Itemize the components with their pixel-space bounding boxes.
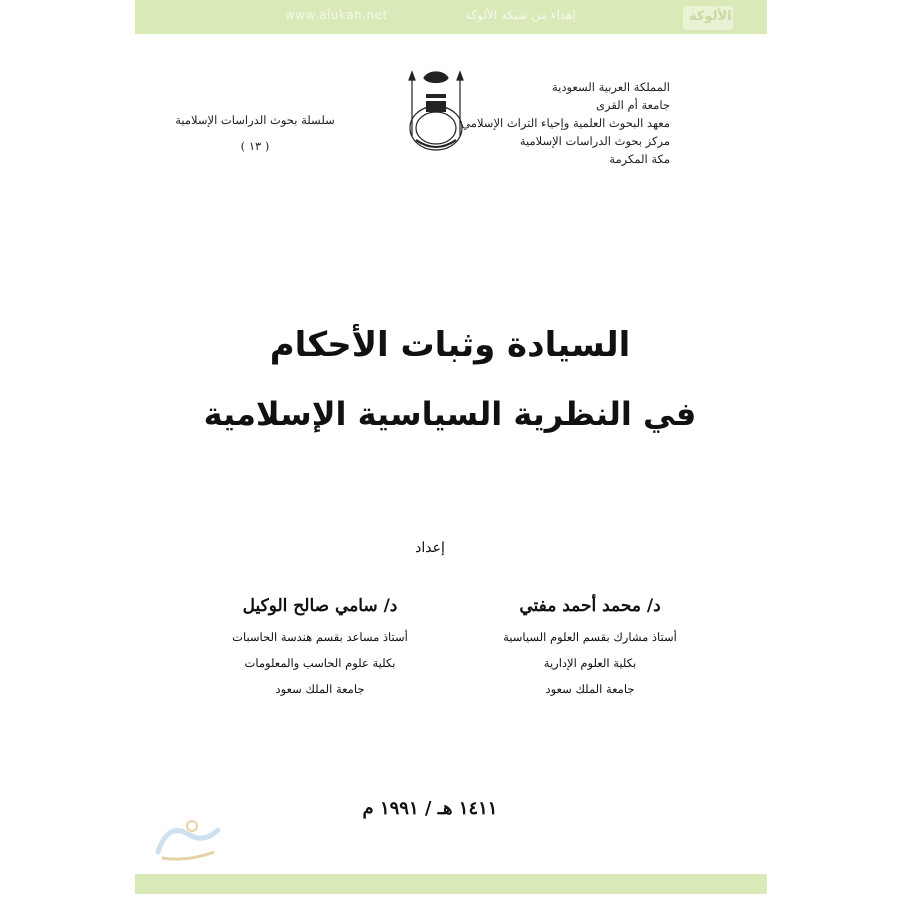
author-title: أستاذ مساعد بقسم هندسة الحاسبات (232, 630, 408, 644)
gift-text: إهداء من شبكة الألوكة (465, 8, 576, 22)
prepared-by-label: إعداد (415, 540, 445, 556)
author-college: بكلية العلوم الإدارية (543, 656, 637, 670)
author-college: بكلية علوم الحاسب والمعلومات (244, 656, 396, 670)
author-name: د/ محمد أحمد مفتي (519, 596, 661, 616)
series-info (175, 107, 335, 159)
bottom-banner (135, 874, 767, 894)
university-emblem-icon (404, 66, 468, 156)
author-name: د/ سامي صالح الوكيل (242, 596, 398, 616)
book-title: السيادة وثبات الأحكام (269, 325, 631, 365)
site-url[interactable]: www.alukah.net (285, 8, 388, 22)
author-block (200, 596, 440, 702)
author-title: أستاذ مشارك بقسم العلوم السياسية (503, 630, 677, 644)
alukah-logo: الألوكة (683, 6, 733, 30)
series-title: سلسلة بحوث الدراسات الإسلامية (175, 113, 335, 127)
header-line: مكة المكرمة (609, 152, 670, 166)
watermark-logo-icon (148, 812, 228, 864)
book-subtitle: في النظرية السياسية الإسلامية (203, 395, 697, 433)
header-line: معهد البحوث العلمية وإحياء التراث الإسلامي (461, 116, 670, 130)
author-block (475, 596, 705, 702)
author-university: جامعة الملك سعود (275, 682, 365, 696)
author-university: جامعة الملك سعود (545, 682, 635, 696)
header-line: المملكة العربية السعودية (552, 80, 670, 94)
series-number: ( ١٣ ) (240, 139, 270, 153)
top-banner (135, 0, 767, 34)
header-line: مركز بحوث الدراسات الإسلامية (519, 134, 670, 148)
institution-header (461, 78, 670, 168)
publication-date: ١٤١١ هـ / ١٩٩١ م (362, 798, 498, 819)
header-line: جامعة أم القرى (596, 98, 670, 112)
